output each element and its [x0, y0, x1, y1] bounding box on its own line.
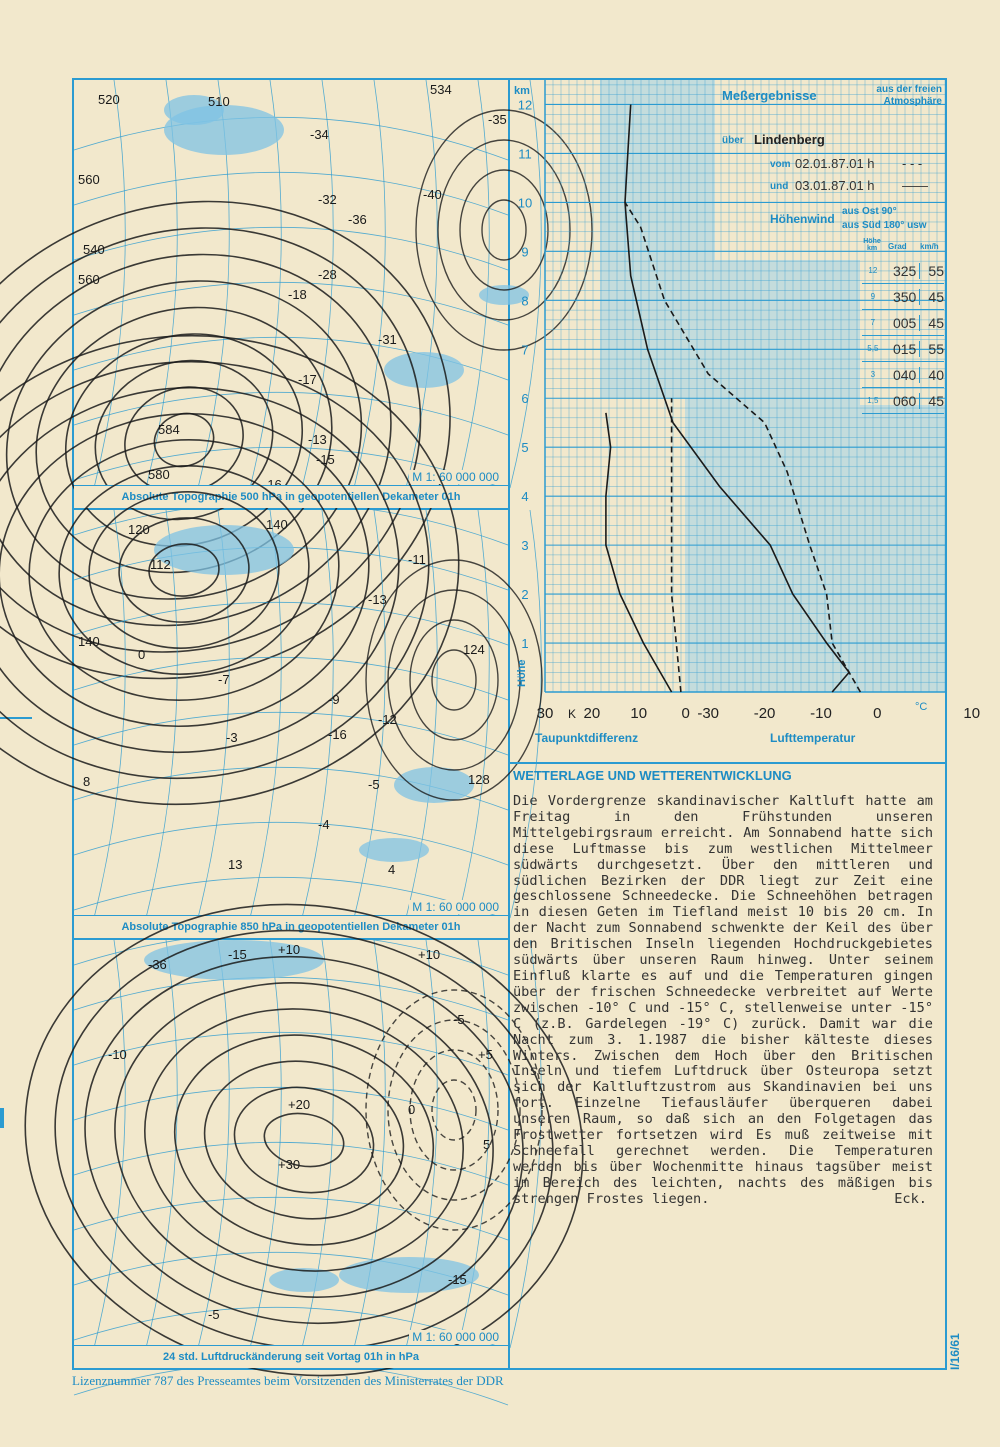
wind-col-deg: Grad: [888, 242, 907, 251]
isoline: [56, 923, 553, 1358]
wind-degree: 325: [884, 263, 921, 279]
wind-height: 9: [870, 292, 876, 301]
wind-title: Höhenwind: [770, 212, 835, 226]
isoline-label: 124: [463, 642, 485, 657]
meridian-line: [94, 510, 125, 918]
run1-date: 02.01.87.01 h: [795, 156, 875, 171]
wind-direction-1: aus Ost 90°: [842, 206, 897, 217]
isoline-label: -13: [308, 432, 327, 447]
wind-degree: 015: [884, 341, 921, 357]
y-axis-unit: km: [514, 85, 530, 97]
run1-style: - - -: [902, 156, 923, 171]
isoline: [410, 1050, 498, 1170]
coastline-shade: [154, 525, 294, 575]
isoline-label: -15: [316, 452, 335, 467]
isoline-label: 584: [158, 422, 180, 437]
wind-speed: 45: [928, 392, 944, 409]
wind-col-height: Höhe km: [863, 238, 881, 252]
wind-degree: 350: [884, 289, 921, 305]
y-tick-label: 7: [521, 342, 529, 358]
isoline-label: +10: [278, 942, 301, 957]
isoline-label: +10: [418, 947, 441, 962]
isoline: [432, 1080, 476, 1140]
map-scale: M 1: 60 000 000: [409, 1330, 502, 1344]
isoline-label: +5: [478, 1047, 493, 1062]
map-scale: M 1: 60 000 000: [409, 900, 502, 914]
isoline-label: -16: [328, 727, 347, 742]
run1-prefix: vom: [770, 159, 791, 170]
isoline-label: -7: [218, 672, 230, 687]
parallel-line: [74, 822, 508, 865]
y-tick-label: 2: [521, 587, 529, 603]
wind-table: [862, 258, 944, 414]
y-tick-label: 1: [521, 636, 529, 652]
isoline-label: -15: [228, 947, 247, 962]
isoline-label: -18: [288, 287, 307, 302]
isoline-label: +30: [278, 1157, 301, 1172]
isoline-label: -11: [408, 552, 426, 567]
parallel-line: [74, 392, 508, 435]
wind-height: 5,5: [867, 344, 879, 353]
page-reference: I/16/61: [948, 1333, 962, 1370]
map-caption: Absolute Topographie 850 hPa in geopotentiellen Dekameter 01h: [74, 915, 508, 938]
isoline-label: 560: [78, 172, 100, 187]
run2-prefix: und: [770, 181, 789, 192]
wind-row: [862, 284, 944, 310]
y-tick-label: 9: [521, 244, 529, 260]
isoline-label: -17: [298, 372, 317, 387]
isoline-label: -36: [148, 957, 167, 972]
wind-row: [862, 310, 944, 336]
map-850hpa-graphic: [74, 510, 508, 918]
map-caption: 24 std. Luftdruckänderung seit Vortag 01h in hPa: [74, 1345, 508, 1368]
isoline-label: 560: [78, 272, 100, 287]
y-tick-label: 10: [517, 195, 533, 211]
report-body: [513, 794, 933, 1208]
isoline-label: 8: [83, 774, 91, 789]
isoline-label: 0: [408, 1102, 416, 1117]
wind-speed: 40: [928, 366, 944, 383]
sounding-title: Meßergebnisse: [722, 88, 817, 103]
isoline-label: -28: [318, 267, 337, 282]
run2-style: ——: [902, 178, 928, 193]
wind-direction-2: aus Süd 180° usw: [842, 220, 927, 231]
parallel-line: [74, 117, 508, 160]
isoline-label: -3: [226, 730, 238, 745]
wind-row: [862, 258, 944, 284]
report-text: Die Vordergrenze skandinavischer Kaltluft hatte am Freitag in den Frühstunden unseren Mittelgebirgsraum erreicht. Am Sonnabend hatte sich diese Luftmasse bis zum westlichen Mittelmeer südwärts durchgesetzt. Über den mittleren und südlichen Bezirken der DDR liegt zur Zeit eine geschlossene Schneedecke. Die Schneehöhen betragen in diesen Geten im Tiefland meist 10 bis 20 cm. In der Nacht zum Sonnabend schwenkte der Keil des über den Britischen Inseln liegenden Hochdruckgebietes südwärts über unseren Raum hinweg. Unter seinem Einfluß klarte es auf und die Temperaturen gingen über der frischen Schneedecke verbreitet auf Werte zwischen -10° C und -15° C, stellenweise unter -15° C (z.B. Gardelegen -19° C) zurück. Damit war die Nacht zum 3. 1.1987 die bisher kälteste dieses Winters. Zwischen dem Hoch über den Britischen Inseln und tiefem Luftdruck über Osteuropa setzt sich der Kaltluftzustrom aus Skandinavien bei uns fort. Einzelne Tiefausläufer überqueren dabei unseren Raum, so daß sich an den Folgetagen das Frostwetter fortsetzen wird Es muß zeitweise mit Schneefall gerechnet werden. Die Temperaturen werden bis über Wochenmitte hinaus tagsüber meist im Bereich des leichten, nachts des mäßigen bis strengen Frostes liegen.: [513, 793, 933, 1207]
temp-axis-label: Lufttemperatur: [770, 731, 856, 745]
coastline-shade: [359, 838, 429, 862]
x-tick-label: 20: [583, 705, 601, 722]
isoline-label: +20: [288, 1097, 311, 1112]
station-name: Lindenberg: [754, 132, 825, 147]
isoline-label: -34: [310, 127, 329, 142]
station-prefix: über: [722, 135, 744, 146]
wind-speed: 55: [928, 262, 944, 279]
isoline-label: 140: [78, 634, 100, 649]
isoline: [260, 1107, 348, 1172]
wind-height: 1,5: [867, 396, 879, 405]
wind-degree: 060: [884, 393, 921, 409]
x-tick-label: -30: [697, 705, 720, 722]
isoline-label: 0: [138, 647, 146, 662]
isoline-label: 140: [266, 517, 288, 532]
temp-unit: °C: [915, 701, 928, 713]
isoline-label: -32: [318, 192, 337, 207]
x-tick-label: 10: [963, 705, 981, 722]
x-tick-label: -10: [810, 705, 832, 722]
y-tick-label: 5: [521, 440, 529, 456]
isoline-label: 120: [128, 522, 150, 537]
edge-mark: [0, 1108, 4, 1128]
wind-speed: 55: [928, 340, 944, 357]
meridian-line: [406, 80, 437, 488]
wind-row: [862, 336, 944, 362]
isoline-label: 534: [430, 82, 452, 97]
coastline-shade: [384, 352, 464, 388]
sounding-subtitle-2: Atmosphäre: [883, 96, 942, 107]
dew-axis-label: Taupunktdifferenz: [535, 731, 639, 745]
map-scale: M 1: 60 000 000: [409, 470, 502, 484]
isoline: [158, 1015, 450, 1265]
y-axis-label: Höhe: [516, 659, 528, 687]
isoline-label: -5: [208, 1307, 220, 1322]
x-tick-label: 30: [536, 705, 554, 722]
wind-speed: 45: [928, 314, 944, 331]
wind-row: [862, 388, 944, 414]
report-signature: Eck.: [894, 1190, 927, 1207]
report-title: WETTERLAGE UND WETTERENTWICKLUNG: [513, 768, 792, 783]
parallel-line: [74, 1197, 508, 1240]
sounding-chart-svg: [510, 80, 981, 750]
map-pressure-change-graphic: [74, 940, 508, 1348]
sounding-subtitle-1: aus der freien: [876, 84, 942, 95]
isoline-label: -31: [378, 332, 397, 347]
wind-degree: 040: [884, 367, 921, 383]
coastline-shade: [269, 1268, 339, 1292]
isoline-label: -4: [318, 817, 330, 832]
isoline-label: -36: [348, 212, 367, 227]
wind-col-speed: km/h: [920, 242, 939, 251]
isoline-label: -12: [378, 712, 397, 727]
isoline-label: 128: [468, 772, 490, 787]
isoline-label: 520: [98, 92, 120, 107]
y-tick-label: 3: [521, 538, 529, 554]
x-tick-label: 0: [873, 705, 882, 722]
y-tick-label: 6: [521, 391, 529, 407]
x-tick-label: -20: [753, 705, 776, 722]
y-tick-label: 8: [521, 293, 529, 309]
isoline-label: -13: [368, 592, 387, 607]
map-500hpa-graphic: [74, 80, 508, 488]
x-tick-label: K: [567, 707, 577, 721]
parallel-line: [74, 657, 508, 700]
map-850hpa: [74, 510, 508, 940]
license-line: Lizenznummer 787 des Presseamtes beim Vorsitzenden des Ministerrates der DDR: [72, 1373, 504, 1388]
isoline: [388, 590, 520, 770]
x-tick-label: 0: [681, 705, 690, 722]
wind-height: 7: [870, 318, 876, 327]
isoline-label: -5: [453, 1012, 465, 1027]
isoline-label: -9: [328, 692, 340, 707]
isoline-label: 580: [148, 467, 170, 482]
sounding-chart: [510, 80, 981, 750]
isoline-label: 5: [483, 1137, 491, 1152]
isoline-label: 112: [150, 557, 171, 572]
isoline-label: 13: [228, 857, 243, 872]
isoline-label: -5: [368, 777, 380, 792]
weather-report: [510, 762, 945, 1370]
isoline-label: 4: [388, 862, 396, 877]
y-tick-label: 11: [518, 146, 532, 162]
isoline: [226, 1077, 382, 1204]
wind-height: 12: [868, 266, 878, 275]
isoline-label: -35: [488, 112, 507, 127]
y-tick-label: 4: [521, 489, 529, 505]
isoline-label: 510: [208, 94, 230, 109]
wind-height: 3: [870, 370, 876, 379]
map-caption: Absolute Topographie 500 hPa in geopotentiellen Dekameter 01h: [74, 485, 508, 508]
x-tick-label: 10: [630, 705, 648, 722]
isoline: [432, 650, 476, 710]
isoline-label: 540: [83, 242, 105, 257]
wind-speed: 45: [928, 288, 944, 305]
isoline-label: -40: [423, 187, 442, 202]
meridian-line: [94, 940, 125, 1348]
map-500hpa: [74, 80, 508, 510]
isoline-label: -10: [108, 1047, 127, 1062]
parallel-line: [74, 977, 508, 1020]
map-pressure-change: [74, 940, 508, 1370]
run2-date: 03.01.87.01 h: [795, 178, 875, 193]
isoline-label: -15: [448, 1272, 467, 1287]
y-tick-label: 12: [517, 97, 533, 113]
edge-mark: [0, 717, 32, 719]
wind-row: [862, 362, 944, 388]
wind-degree: 005: [884, 315, 921, 331]
